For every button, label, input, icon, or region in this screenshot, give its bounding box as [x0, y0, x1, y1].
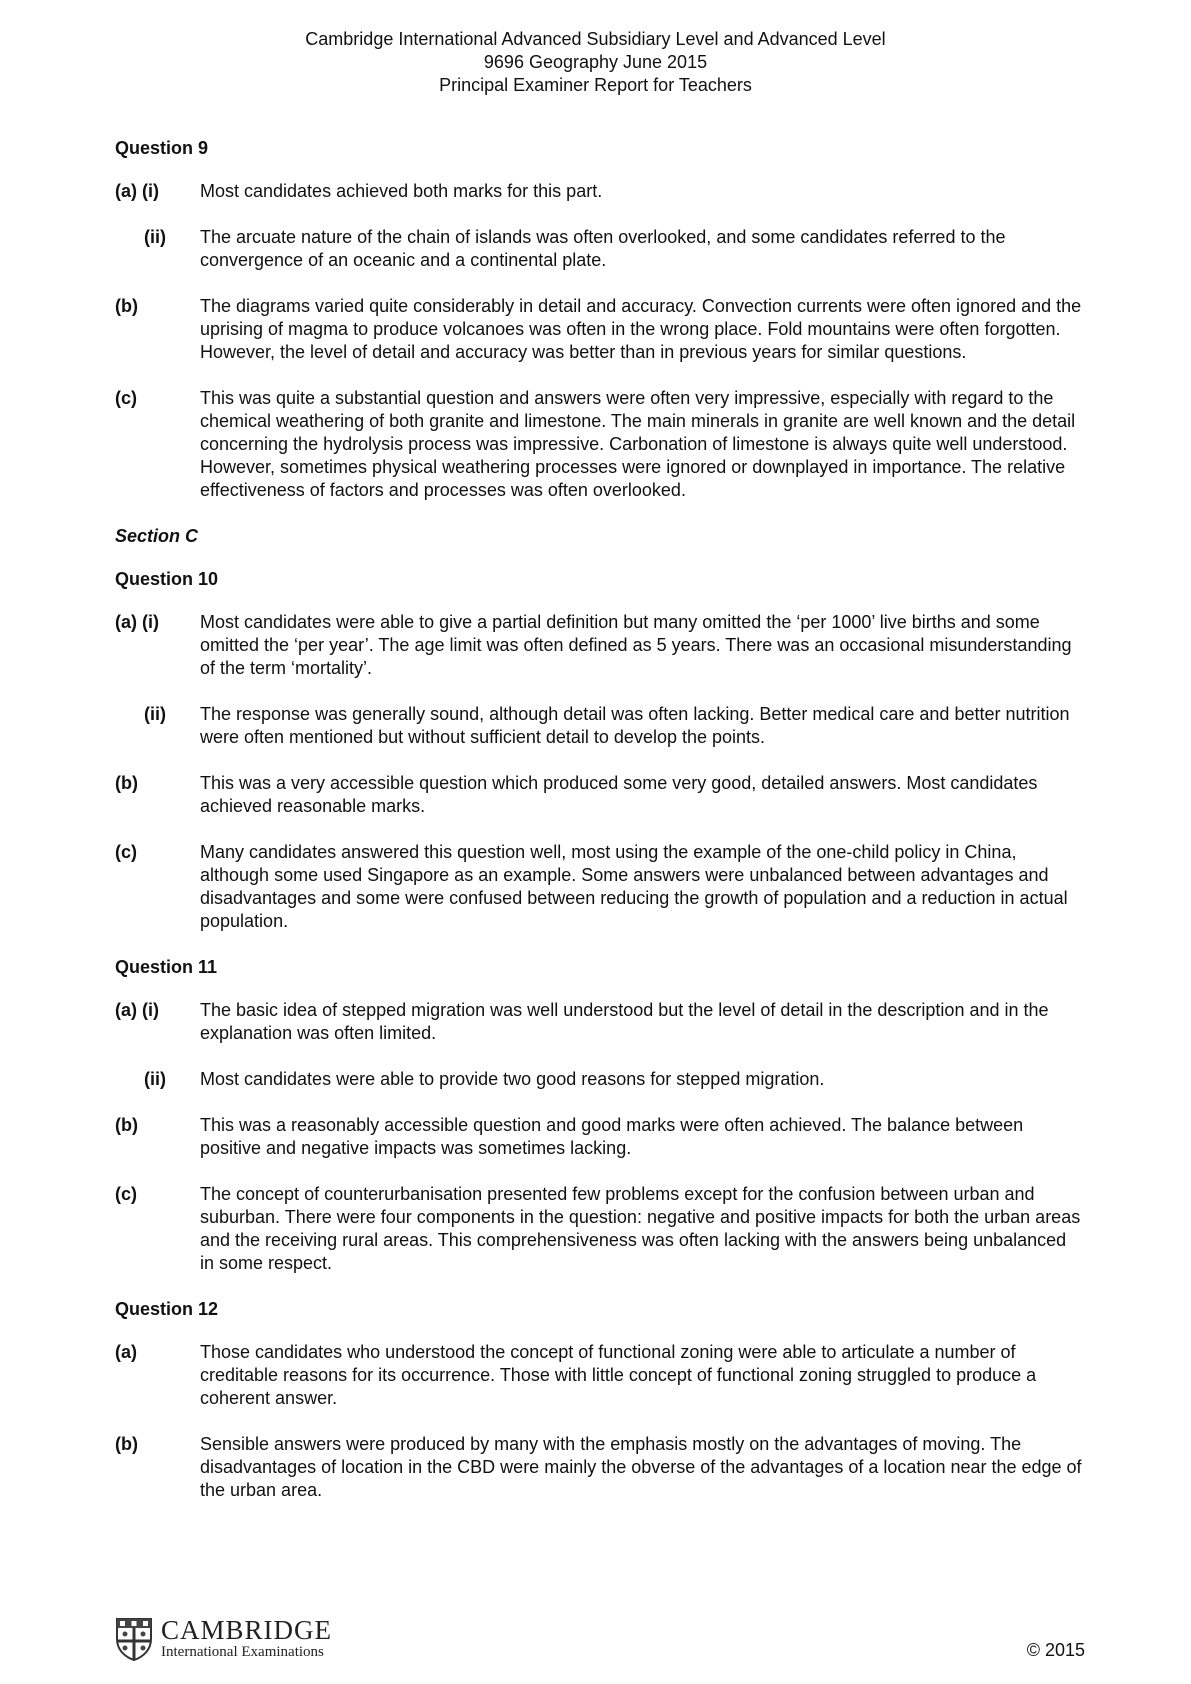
part-text: The arcuate nature of the chain of islands was often overlooked, and some candidates referred to the convergence of an oceanic and a continental plate.: [200, 227, 1006, 270]
part-text: This was a very accessible question which produced some very good, detailed answers. Most candidates achieved reasonable marks.: [200, 773, 1038, 816]
part-text: The concept of counterurbanisation presented few problems except for the confusion between urban and suburban. There were four components in the question: negative and positive impacts for both the urban areas and the receiving rural areas. This comprehensiveness was often lacking with the answers being unbalanced in some respect.: [200, 1184, 1081, 1273]
part-label: (ii): [144, 704, 166, 724]
q9-part-b: [115, 295, 1085, 364]
part-text: Sensible answers were produced by many with the emphasis mostly on the advantages of moving. The disadvantages of location in the CBD were mainly the obverse of the advantages of a location near the edge of the urban area.: [200, 1434, 1082, 1500]
q11-part-b: [115, 1114, 1085, 1160]
q10-part-b: [115, 772, 1085, 818]
part-text: Most candidates were able to provide two good reasons for stepped migration.: [200, 1069, 825, 1089]
part-text: Most candidates were able to give a partial definition but many omitted the ‘per 1000’ live births and some omitted the ‘per year’. The age limit was often defined as 5 years. There was an occasional misunderstanding of the term ‘mortality’.: [200, 612, 1072, 678]
question-11-heading: Question 11: [115, 957, 218, 977]
header-line-1: Cambridge International Advanced Subsidiary Level and Advanced Level: [305, 29, 886, 49]
part-text: The diagrams varied quite considerably in detail and accuracy. Convection currents were often ignored and the uprising of magma to produce volcanoes was often in the wrong place. Fold mountains were often forgotten. However, the level of detail and accuracy was better than in previous years for similar questions.: [200, 296, 1082, 362]
q11-part-a-ii: [115, 1068, 1085, 1091]
q12-part-b: [115, 1433, 1085, 1502]
page-header: [0, 28, 1191, 97]
part-label: (c): [115, 388, 137, 408]
part-text: The basic idea of stepped migration was well understood but the level of detail in the description and in the explanation was often limited.: [200, 1000, 1049, 1043]
part-label: (b): [115, 1434, 138, 1454]
part-label: (a): [115, 1342, 137, 1362]
q10-part-a-ii: [115, 703, 1085, 749]
question-12-heading: Question 12: [115, 1299, 219, 1319]
part-label: (b): [115, 1115, 138, 1135]
part-text: The response was generally sound, although detail was often lacking. Better medical care and better nutrition were often mentioned but without sufficient detail to develop the points.: [200, 704, 1070, 747]
part-label: (a) (i): [115, 612, 159, 632]
part-text: This was a reasonably accessible question and good marks were often achieved. The balance between positive and negative impacts was sometimes lacking.: [200, 1115, 1024, 1158]
part-text: This was quite a substantial question and answers were often very impressive, especially with regard to the chemical weathering of both granite and limestone. The main minerals in granite are well known and the detail concerning the hydrolysis process was impressive. Carbonation of limestone is always quite well understood. However, sometimes physical weathering processes were ignored or downplayed in importance. The relative effectiveness of factors and processes was often overlooked.: [200, 388, 1076, 500]
cambridge-logo: [115, 1616, 332, 1661]
q9-part-a-ii: [115, 226, 1085, 272]
part-label: (ii): [144, 1069, 166, 1089]
q10-part-c: [115, 841, 1085, 933]
q11-part-a-i: [115, 999, 1085, 1045]
part-label: (ii): [144, 227, 166, 247]
q9-part-a-i: [115, 180, 1085, 203]
copyright-notice: © 2015: [1026, 1640, 1085, 1660]
part-text: Most candidates achieved both marks for this part.: [200, 181, 603, 201]
part-label: (a) (i): [115, 1000, 159, 1020]
q9-part-c: [115, 387, 1085, 502]
question-9-heading: Question 9: [115, 138, 209, 158]
question-10-heading: Question 10: [115, 569, 219, 589]
q10-part-a-i: [115, 611, 1085, 680]
q12-part-a: [115, 1341, 1085, 1410]
part-label: (b): [115, 773, 138, 793]
report-body: [115, 137, 1085, 1525]
header-line-2: 9696 Geography June 2015: [483, 52, 708, 72]
part-label: (b): [115, 296, 138, 316]
logo-subtitle: International Examinations: [161, 1644, 324, 1660]
section-c-heading: Section C: [115, 526, 199, 546]
part-text: Many candidates answered this question well, most using the example of the one-child policy in China, although some used Singapore as an example. Some answers were unbalanced between advantages and disadvantages and some were confused between reducing the growth of population and a reduction in actual population.: [200, 842, 1068, 931]
part-label: (c): [115, 1184, 137, 1204]
header-line-3: Principal Examiner Report for Teachers: [439, 75, 752, 95]
cambridge-shield-icon: [115, 1617, 153, 1661]
logo-wordmark: CAMBRIDGE: [161, 1615, 333, 1645]
part-label: (c): [115, 842, 137, 862]
part-label: (a) (i): [115, 181, 159, 201]
q11-part-c: [115, 1183, 1085, 1275]
part-text: Those candidates who understood the concept of functional zoning were able to articulate a number of creditable reasons for its occurrence. Those with little concept of functional zoning struggled to produce a coherent answer.: [200, 1342, 1037, 1408]
